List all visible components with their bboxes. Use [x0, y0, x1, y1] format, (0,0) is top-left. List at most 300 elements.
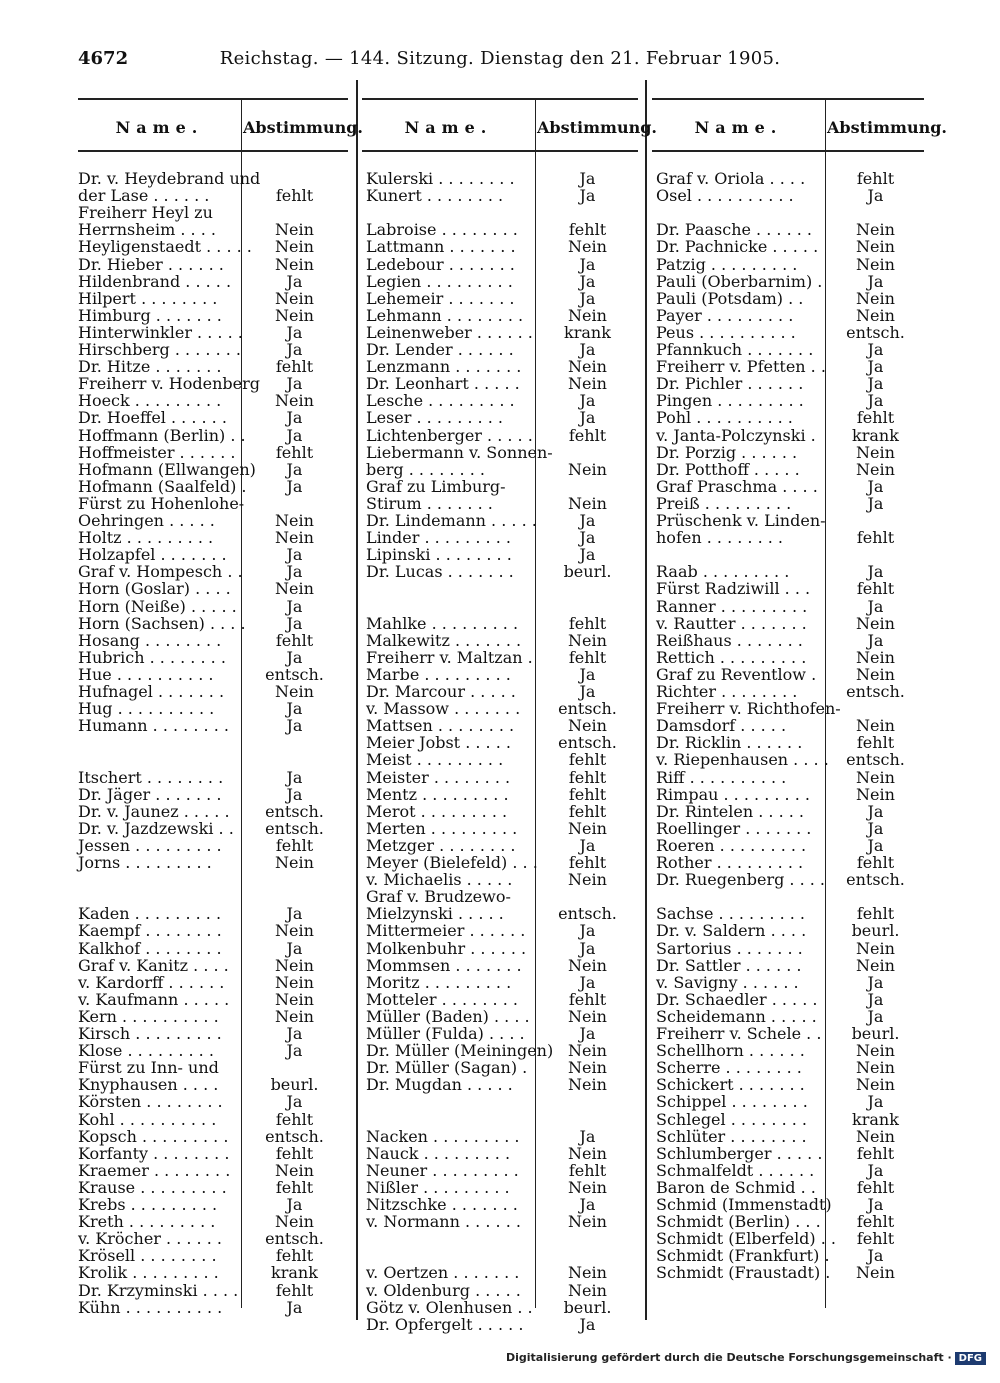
vote-value: entsch. — [846, 750, 905, 770]
vote-value: Nein — [568, 305, 607, 325]
vote-value: Ja — [579, 545, 596, 565]
vote-value: Ja — [579, 288, 596, 308]
member-name: Richter . . . . . . . . — [656, 682, 798, 701]
list-item — [366, 751, 638, 768]
list-item — [656, 1025, 924, 1042]
digitization-credit — [506, 1351, 986, 1365]
list-item — [366, 1076, 638, 1093]
vote-value: Nein — [568, 459, 607, 479]
top-rule-1 — [78, 98, 348, 100]
list-item — [656, 478, 924, 495]
list-item — [656, 1247, 924, 1264]
member-name: Oehringen . . . . . — [78, 511, 215, 530]
list-item — [656, 170, 924, 187]
member-name: Hirschberg . . . . . . . — [78, 340, 241, 359]
running-title: Reichstag. — 144. Sitzung. Dienstag den 21. Februar 1905. — [219, 48, 781, 69]
member-name: Nitzschke . . . . . . . — [366, 1195, 518, 1214]
vote-header-1: Abstimmung. — [243, 118, 363, 137]
member-name: Osel . . . . . . . . . . — [656, 186, 794, 206]
list-item — [656, 888, 924, 905]
member-name: Freiherr v. Richthofen- — [656, 699, 841, 719]
list-item — [366, 461, 638, 478]
vote-value: Ja — [286, 374, 303, 394]
list-item — [656, 1264, 924, 1281]
list-item — [366, 649, 638, 666]
member-name: Dr. v. Jaunez . . . . . — [78, 801, 230, 821]
vote-value: Nein — [856, 459, 895, 479]
list-item — [78, 1196, 346, 1213]
vote-value: entsch. — [846, 870, 905, 890]
member-name: Ledebour . . . . . . . — [366, 254, 515, 274]
member-name: Mommsen . . . . . . . — [366, 955, 522, 975]
vote-value: Nein — [568, 1143, 607, 1163]
vote-value: fehlt — [275, 1143, 314, 1163]
vote-value: Nein — [568, 357, 607, 377]
list-item — [656, 700, 924, 717]
list-item — [366, 409, 638, 426]
member-name: Freiherr v. Maltzan . — [366, 647, 533, 667]
page-number: 4672 — [78, 48, 129, 69]
vote-value: Nein — [856, 1058, 895, 1078]
vote-value: entsch. — [265, 1229, 324, 1249]
vote-value: Ja — [286, 938, 303, 958]
member-name: Graf v. Brudzewo- — [366, 887, 511, 907]
member-name: Nacken . . . . . . . . . — [366, 1126, 520, 1146]
member-name: Meyer (Bielefeld) . . . — [366, 853, 538, 872]
list-item — [656, 563, 924, 580]
list-item — [78, 683, 346, 700]
member-name: Schmid (Immenstadt) — [656, 1195, 832, 1214]
list-item — [656, 837, 924, 854]
list-item — [656, 1093, 924, 1110]
member-name: Mentz . . . . . . . . . — [366, 784, 509, 804]
vote-value: beurl. — [270, 1075, 319, 1095]
list-item — [656, 1145, 924, 1162]
list-item — [366, 1316, 638, 1333]
member-name: v. Oertzen . . . . . . . — [366, 1263, 520, 1283]
member-name: Baron de Schmid . . — [656, 1177, 816, 1197]
member-name: Graf Praschma . . . . — [656, 476, 818, 496]
vote-value: Ja — [286, 904, 303, 924]
vote-value: fehlt — [856, 169, 895, 188]
member-name: Holtz . . . . . . . . . — [78, 528, 214, 548]
member-name: Itschert . . . . . . . . — [78, 767, 224, 787]
vote-value: Nein — [568, 237, 607, 257]
list-item — [78, 1213, 346, 1230]
member-name: Payer . . . . . . . . . — [656, 305, 794, 325]
member-name: Mittermeier . . . . . . — [366, 921, 526, 941]
member-name: Dr. v. Heydebrand und — [78, 169, 261, 188]
vote-value: Nein — [275, 921, 314, 941]
vote-value: Ja — [286, 340, 303, 359]
list-item — [78, 1230, 346, 1247]
member-name: Kühn . . . . . . . . . . — [78, 1297, 223, 1317]
list-item — [78, 666, 346, 683]
vote-value: Ja — [579, 1126, 596, 1146]
list-item — [366, 1282, 638, 1299]
list-item — [366, 991, 638, 1008]
member-name: v. Kaufmann . . . . . — [78, 989, 230, 1009]
vote-value: Nein — [275, 955, 314, 975]
list-item — [366, 1299, 638, 1316]
member-name: Graf zu Reventlow . — [656, 664, 817, 684]
vote-value: fehlt — [275, 630, 314, 650]
member-name: v. Rautter . . . . . . . — [656, 613, 807, 633]
vote-value: fehlt — [856, 408, 895, 428]
list-item — [78, 187, 346, 204]
vote-value: fehlt — [568, 989, 607, 1009]
list-item — [78, 1042, 346, 1059]
list-item — [656, 273, 924, 290]
vote-value: Ja — [579, 271, 596, 291]
vote-value: Ja — [867, 1195, 884, 1214]
list-item — [656, 1213, 924, 1230]
list-item — [78, 700, 346, 717]
vote-value: beurl. — [851, 1024, 900, 1043]
list-item — [656, 820, 924, 837]
list-item — [78, 273, 346, 290]
vote-value: entsch. — [558, 699, 617, 719]
vote-value: Ja — [286, 459, 303, 479]
member-name: Roeren . . . . . . . . . — [656, 835, 807, 855]
list-item — [656, 991, 924, 1008]
vote-value: Ja — [867, 186, 884, 206]
list-item — [656, 1059, 924, 1076]
member-name: Legien . . . . . . . . . — [366, 271, 513, 291]
member-name: Schlüter . . . . . . . . — [656, 1126, 807, 1146]
member-name: Dr. Lindemann . . . . . — [366, 511, 537, 530]
list-item — [78, 905, 346, 922]
vote-value: Nein — [568, 716, 607, 736]
member-name: v. Michaelis . . . . . — [366, 870, 513, 890]
member-name: Dr. Müller (Sagan) . — [366, 1058, 528, 1078]
member-name: Graf v. Kanitz . . . . — [78, 955, 229, 975]
member-name: Stirum . . . . . . . — [366, 493, 493, 513]
vote-value: fehlt — [856, 853, 895, 872]
list-item — [78, 649, 346, 666]
list-item — [78, 786, 346, 803]
member-name: v. Janta-Polczynski . — [656, 425, 816, 445]
list-item — [366, 221, 638, 238]
list-item — [78, 1059, 346, 1076]
member-name: hofen . . . . . . . . — [656, 528, 784, 548]
vote-value: beurl. — [851, 921, 900, 941]
list-item — [78, 478, 346, 495]
vote-value: entsch. — [265, 801, 324, 821]
list-item — [366, 1264, 638, 1281]
list-item — [78, 495, 346, 512]
list-item — [366, 529, 638, 546]
vote-value: Nein — [275, 1212, 314, 1232]
list-item — [656, 1196, 924, 1213]
member-name: Pauli (Potsdam) . . — [656, 288, 804, 308]
member-name: Riff . . . . . . . . . . — [656, 767, 787, 787]
list-item — [656, 649, 924, 666]
vote-value: entsch. — [265, 1126, 324, 1146]
list-item — [656, 717, 924, 734]
member-name: Dr. Pichler . . . . . . — [656, 374, 804, 394]
vote-value: Ja — [867, 1006, 884, 1026]
member-name: Fürst zu Hohenlohe- — [78, 493, 245, 513]
vote-value: Ja — [579, 682, 596, 701]
vote-value: Nein — [568, 493, 607, 513]
member-name: Kunert . . . . . . . . — [366, 186, 504, 206]
vote-value: Ja — [867, 1092, 884, 1112]
list-item — [78, 392, 346, 409]
list-item — [78, 290, 346, 307]
list-item — [366, 786, 638, 803]
list-item — [656, 341, 924, 358]
vote-value: fehlt — [568, 425, 607, 445]
vote-value: Nein — [568, 374, 607, 394]
list-item — [656, 683, 924, 700]
member-name: Prüschenk v. Linden- — [656, 511, 826, 530]
name-header-1: Name. — [115, 118, 204, 137]
list-item — [366, 598, 638, 615]
member-name: Herrnsheim . . . . — [78, 220, 216, 240]
member-name: v. Savigny . . . . . . — [656, 972, 799, 992]
member-name: Hufnagel . . . . . . . — [78, 682, 225, 701]
vote-value: fehlt — [568, 853, 607, 872]
list-item — [78, 256, 346, 273]
member-name: Scheidemann . . . . . — [656, 1006, 817, 1026]
member-name: Dr. Sattler . . . . . . — [656, 955, 802, 975]
list-item — [78, 991, 346, 1008]
vote-value: Nein — [856, 288, 895, 308]
list-item — [78, 1111, 346, 1128]
member-name: Leinenweber . . . . . . — [366, 322, 533, 342]
member-name: Krause . . . . . . . . . — [78, 1177, 227, 1197]
member-name: Freiherr v. Schele . . — [656, 1024, 822, 1043]
member-name: Freiherr Heyl zu — [78, 203, 213, 223]
vote-value: Nein — [275, 853, 314, 872]
list-item — [78, 922, 346, 939]
member-name: Pohl . . . . . . . . . . — [656, 408, 793, 428]
member-name: Liebermann v. Sonnen- — [366, 442, 553, 462]
list-item — [656, 786, 924, 803]
vote-value: Ja — [867, 801, 884, 821]
member-name: Nauck . . . . . . . . . — [366, 1143, 511, 1163]
vote-value: Nein — [275, 1006, 314, 1026]
member-name: Dr. Porzig . . . . . . — [656, 442, 798, 462]
vote-value: entsch. — [265, 818, 324, 838]
member-name: Mahlke . . . . . . . . . — [366, 613, 519, 633]
list-item — [656, 769, 924, 786]
list-item — [656, 974, 924, 991]
list-item — [366, 170, 638, 187]
list-item — [78, 854, 346, 871]
member-name: Pingen . . . . . . . . . — [656, 391, 804, 411]
list-item — [78, 1145, 346, 1162]
list-item — [366, 392, 638, 409]
list-item — [78, 580, 346, 597]
list-item — [366, 854, 638, 871]
vote-value: Ja — [579, 254, 596, 274]
vote-value: entsch. — [265, 664, 324, 684]
member-name: Merot . . . . . . . . . — [366, 801, 508, 821]
list-item — [78, 803, 346, 820]
list-item — [656, 1111, 924, 1128]
vote-value: fehlt — [275, 1280, 314, 1300]
member-name: Dr. Ruegenberg . . . . — [656, 870, 826, 890]
vote-value: Nein — [856, 767, 895, 787]
list-item — [78, 769, 346, 786]
vote-value: Ja — [579, 511, 596, 530]
member-name: Hofmann (Ellwangen) — [78, 459, 256, 479]
vote-value: Nein — [568, 630, 607, 650]
list-item — [366, 444, 638, 461]
list-item — [366, 341, 638, 358]
list-item — [78, 529, 346, 546]
vote-value: Ja — [579, 1024, 596, 1043]
member-name: Kaden . . . . . . . . . — [78, 904, 222, 924]
vote-value: Nein — [275, 579, 314, 599]
list-item — [656, 580, 924, 597]
member-name: Horn (Neiße) . . . . . — [78, 596, 237, 616]
vote-value: Ja — [286, 716, 303, 736]
list-item — [656, 187, 924, 204]
member-name: Schmidt (Berlin) . . . — [656, 1212, 821, 1232]
member-name: Schmidt (Elberfeld) . . — [656, 1229, 837, 1249]
list-item — [78, 615, 346, 632]
vote-value: Nein — [568, 1280, 607, 1300]
vote-value: fehlt — [856, 528, 895, 548]
list-item — [78, 238, 346, 255]
list-item — [656, 444, 924, 461]
vote-value: Ja — [867, 493, 884, 513]
vote-value: Ja — [286, 562, 303, 582]
member-name: Dr. Schaedler . . . . . — [656, 989, 818, 1009]
member-name: Schmidt (Fraustadt) . — [656, 1263, 831, 1283]
vote-value: Nein — [275, 1160, 314, 1180]
vote-value: krank — [852, 1109, 899, 1129]
member-name: Kirsch . . . . . . . . . — [78, 1024, 222, 1043]
vote-value: Ja — [867, 476, 884, 496]
vote-value: Nein — [856, 1075, 895, 1095]
list-item — [78, 1179, 346, 1196]
member-name: Dr. Hieber . . . . . . — [78, 254, 224, 274]
list-item — [366, 1025, 638, 1042]
list-item — [656, 512, 924, 529]
list-item — [78, 974, 346, 991]
list-item — [78, 204, 346, 221]
member-name: Schmidt (Frankfurt) . — [656, 1246, 830, 1266]
member-name: Lehmann . . . . . . . . — [366, 305, 524, 325]
member-name: Nißler . . . . . . . . . — [366, 1177, 510, 1197]
list-item — [366, 238, 638, 255]
member-name: Kreth . . . . . . . . . — [78, 1212, 216, 1232]
list-item — [78, 751, 346, 768]
list-item — [78, 1093, 346, 1110]
member-name: Lenzmann . . . . . . . — [366, 357, 522, 377]
vote-value: Ja — [867, 972, 884, 992]
member-name: Damsdorf . . . . . — [656, 716, 787, 736]
list-item — [366, 1008, 638, 1025]
list-item — [656, 734, 924, 751]
list-item — [78, 1247, 346, 1264]
list-item — [656, 1162, 924, 1179]
member-name: Schlumberger . . . . . — [656, 1143, 823, 1163]
list-item — [78, 820, 346, 837]
member-name: Götz v. Olenhusen . . — [366, 1297, 533, 1317]
list-item — [366, 1111, 638, 1128]
member-name: Kern . . . . . . . . . . — [78, 1006, 219, 1026]
member-name: Kaempf . . . . . . . . — [78, 921, 222, 941]
list-item — [366, 974, 638, 991]
list-item — [656, 529, 924, 546]
member-name: Krolik . . . . . . . . . — [78, 1263, 219, 1283]
list-item — [366, 427, 638, 444]
list-item — [78, 324, 346, 341]
vote-value: Ja — [867, 596, 884, 616]
member-name: Lipinski . . . . . . . . — [366, 545, 512, 565]
vote-value: fehlt — [856, 1229, 895, 1249]
list-item — [366, 905, 638, 922]
member-name: Klose . . . . . . . . . — [78, 1041, 214, 1061]
header-rule-3 — [652, 150, 924, 152]
vote-value: Ja — [579, 972, 596, 992]
member-name: Marbe . . . . . . . . . — [366, 664, 511, 684]
member-name: Hinterwinkler . . . . . — [78, 322, 243, 342]
list-item — [366, 1247, 638, 1264]
vote-value: Ja — [286, 425, 303, 445]
list-item — [656, 1179, 924, 1196]
list-item — [656, 427, 924, 444]
list-item — [366, 803, 638, 820]
list-item — [78, 512, 346, 529]
vote-value: Ja — [286, 613, 303, 633]
member-name: Preiß . . . . . . . . . — [656, 493, 792, 513]
vote-value: Ja — [286, 1092, 303, 1112]
vote-value: fehlt — [568, 801, 607, 821]
list-item — [656, 358, 924, 375]
member-name: Hubrich . . . . . . . . — [78, 647, 226, 667]
member-name: Leser . . . . . . . . . — [366, 408, 503, 428]
vote-value: fehlt — [275, 835, 314, 855]
member-name: Roellinger . . . . . . . — [656, 818, 812, 838]
vote-value: Ja — [867, 630, 884, 650]
member-name: Raab . . . . . . . . . — [656, 562, 790, 582]
vote-value: Nein — [275, 237, 314, 257]
vote-value: Nein — [275, 989, 314, 1009]
list-item — [78, 632, 346, 649]
list-item — [656, 666, 924, 683]
vote-value: Ja — [579, 1314, 596, 1334]
vote-value: Ja — [286, 545, 303, 565]
top-rule-2 — [362, 98, 638, 100]
list-item — [366, 1042, 638, 1059]
member-name: Pfannkuch . . . . . . . — [656, 340, 814, 359]
top-rule-3 — [652, 98, 924, 100]
header-rule-1 — [78, 150, 348, 152]
list-item — [366, 1196, 638, 1213]
vote-value: Nein — [568, 1058, 607, 1078]
vote-value: fehlt — [568, 647, 607, 667]
list-item — [366, 922, 638, 939]
vote-value: fehlt — [568, 220, 607, 240]
member-name: Kalkhof . . . . . . . . — [78, 938, 222, 958]
member-name: Jessen . . . . . . . . . — [78, 835, 222, 855]
vote-value: Ja — [579, 528, 596, 548]
vote-value: Nein — [568, 1177, 607, 1197]
list-item — [366, 1230, 638, 1247]
member-name: Dr. Marcour . . . . . — [366, 682, 516, 701]
list-item — [656, 922, 924, 939]
credit-text: Digitalisierung gefördert durch die Deutsche Forschungsgemeinschaft · — [505, 1351, 952, 1364]
list-item — [366, 1162, 638, 1179]
list-item — [366, 632, 638, 649]
list-item — [656, 392, 924, 409]
